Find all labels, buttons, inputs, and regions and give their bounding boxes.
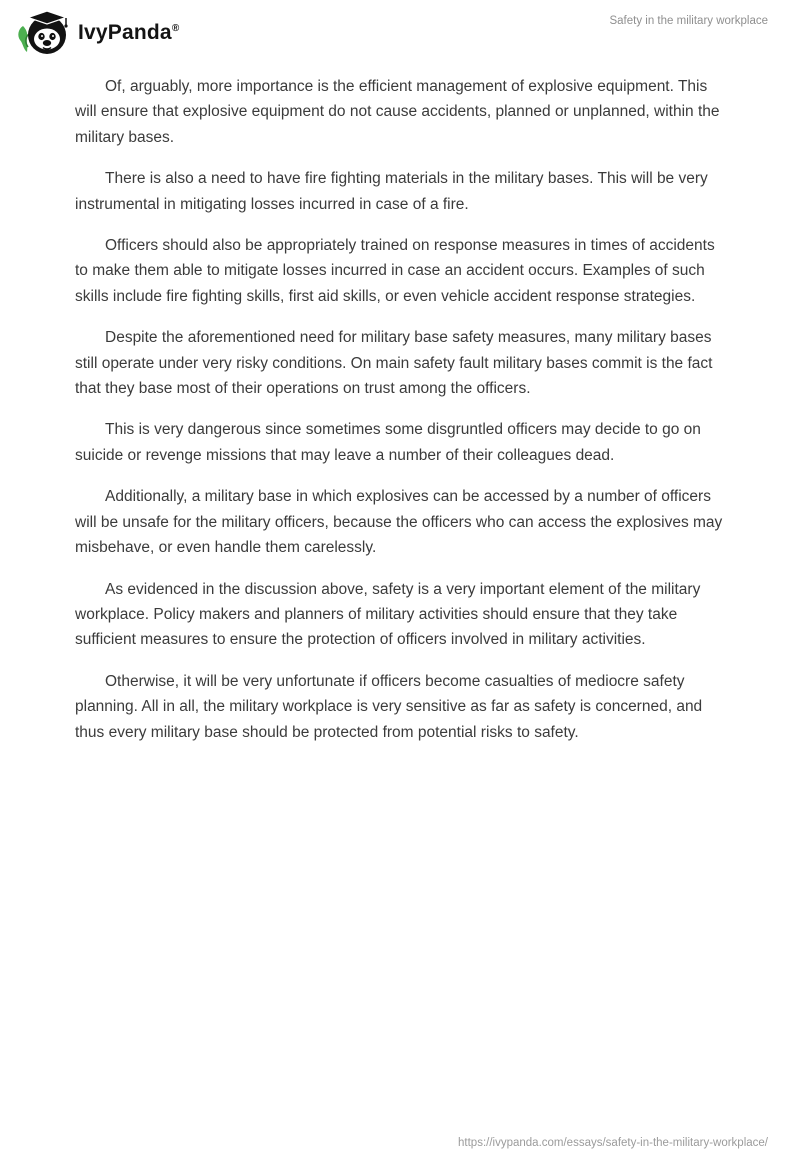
- essay-paragraph: Of, arguably, more importance is the efficient management of explosive equipment. This will ensure that explosive equipment do not cause accidents, planned or unplanned, within the military bases.: [75, 78, 720, 146]
- essay-paragraph: As evidenced in the discussion above, safety is a very important element of the military workplace. Policy makers and planners of military activities should ensure that they take sufficient measures to ensure the protection of officers involved in military activities.: [75, 580, 701, 649]
- page-header: [0, 0, 800, 64]
- ivypanda-logo-icon: [16, 9, 70, 57]
- brand: [16, 9, 179, 57]
- essay-paragraph: This is very dangerous since sometimes some disgruntled officers may decide to go on suicide or revenge missions that may leave a number of their colleagues dead.: [75, 421, 701, 464]
- registered-mark: ®: [171, 23, 180, 34]
- page-footer: [0, 1126, 800, 1160]
- brand-text: IvyPanda: [78, 21, 172, 44]
- essay-paragraph: Despite the aforementioned need for military base safety measures, many military bases still operate under very risky conditions. On main safety fault military bases commit is the fact that they base most of their operations on trust among the officers.: [75, 329, 713, 398]
- brand-name: [78, 21, 179, 45]
- essay-content: [0, 74, 800, 761]
- essay-paragraph: There is also a need to have fire fighting materials in the military bases. This will be very instrumental in mitigating losses incurred in case of a fire.: [75, 170, 708, 213]
- document-title: Safety in the military workplace: [609, 15, 768, 27]
- essay-paragraph: Otherwise, it will be very unfortunate if officers become casualties of mediocre safety planning. All in all, the military workplace is very sensitive as far as safety is concerned, and thus every military base should be protected from potential risks to safety.: [75, 672, 703, 741]
- essay-paragraph: Additionally, a military base in which explosives can be accessed by a number of officers will be unsafe for the military officers, because the officers who can access the explosives may misbehave, or even handle them carelessly.: [75, 488, 723, 557]
- source-url: https://ivypanda.com/essays/safety-in-the-military-workplace/: [458, 1137, 768, 1149]
- essay-paragraph: Officers should also be appropriately trained on response measures in times of accidents to make them able to mitigate losses incurred in case an accident occurs. Examples of such skills include fire fighting skills, first aid skills, or even vehicle accident response strategies.: [75, 237, 715, 305]
